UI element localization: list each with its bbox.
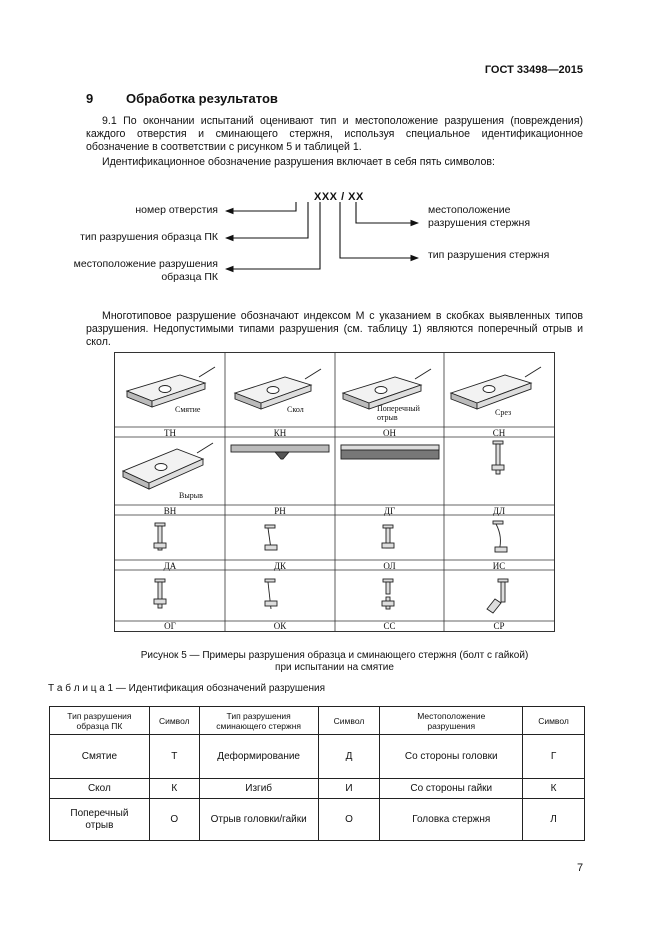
table-cell-text: Изгиб [245,782,273,794]
table-cell [199,799,318,841]
fig-label-cross-tear-1: Поперечный [377,404,420,413]
label-rod-location-1: местоположение [428,204,511,216]
page-number: 7 [577,862,584,874]
table-row [50,735,585,779]
fig-label-shear: Срез [495,408,512,417]
fig-code: ДА [163,561,177,571]
table-cell-text: Г [550,750,557,762]
table-cell [50,779,150,799]
table-header-text: Символ [158,715,190,726]
fig-code: СН [492,428,506,438]
scheme-code: XXX / XX [314,191,364,203]
table-cell [50,735,150,779]
table-header-text: Символ [333,715,365,726]
table-cell-text: Л [550,813,557,825]
fig-label-shear-out: Скол [287,405,304,414]
table-row [50,799,585,841]
section-title: Обработка результатов [126,91,278,106]
standard-number: ГОСТ 33498—2015 [484,64,583,76]
table-cell [149,799,199,841]
label-specimen-location-2: образца ПК [161,271,218,283]
table-caption: Т а б л и ц а 1 — Идентификация обозначений разрушения [48,683,326,694]
table-cell [199,735,318,779]
arrow-rod-location [356,202,418,223]
fig-label-pull-out: Вырыв [179,491,203,500]
fig-code: ДЛ [492,506,506,516]
label-hole-number: номер отверстия [135,204,218,216]
figure-caption [86,650,583,674]
arrow-rod-type [340,202,418,258]
table-cell-text: Со стороны головки [404,750,498,762]
fig-code: ОК [273,621,287,631]
table-cell [380,779,523,799]
fig-code: РН [274,506,286,516]
fig-code: ВН [163,506,177,516]
table-cell-text: О [345,813,353,825]
table-cell-text: Д [345,750,353,762]
table-cell-text: Поперечный [70,807,129,819]
table-header-cell [318,707,380,735]
section-number: 9 [86,91,94,106]
table-header-cell [149,707,199,735]
table-cell-text: К [171,782,178,794]
table-header-text: разрушения [427,720,476,731]
figure-caption-line-1: Рисунок 5 — Примеры разрушения образца и сминающего стержня (болт с гайкой) [140,650,529,661]
table-cell [523,799,585,841]
table-cell [318,799,380,841]
table-cell-text: Отрыв головки/гайки [210,813,307,825]
table-header-text: Тип разрушения [226,710,291,721]
table-cell-text: Деформирование [217,750,300,762]
fig-code: ОЛ [383,561,396,571]
label-rod-type: тип разрушения стержня [428,249,550,261]
table-cell [199,779,318,799]
table-cell [318,779,380,799]
label-specimen-type: тип разрушения образца ПК [80,231,218,243]
fig-code: СР [493,621,505,631]
table-cell-text: Со стороны гайки [410,782,493,794]
arrow-specimen-location [226,202,320,269]
table-cell-text: Смятие [81,750,118,762]
table-header-cell [50,707,150,735]
table-header-row [50,707,585,735]
fig-code: ОГ [164,621,176,631]
table-cell-text: отрыв [85,819,114,831]
table-body [50,735,585,841]
table-header-cell [380,707,523,735]
label-rod-location-2: разрушения стержня [428,217,531,229]
fig-label-bearing: Смятие [175,405,201,414]
table-cell [149,735,199,779]
fig-code: ДГ [383,506,396,516]
table-header-cell [523,707,585,735]
table-header-text: образца ПК [76,720,123,731]
table-cell-text: Т [171,750,178,762]
paragraph-five-symbols: Идентификационное обозначение разрушения включает в себя пять символов: [102,156,495,168]
table-cell-text: О [170,813,179,825]
table-header-text: сминающего стержня [216,720,302,731]
table-cell [380,735,523,779]
table-header-text: Тип разрушения [67,710,132,721]
table-cell [318,735,380,779]
paragraph-9-1: 9.1 По окончании испытаний оценивают тип и местоположение разрушения (повреждения) каждого отверстия и сминающего стержня, используя специальное идентификационное обозначение в соответствии с рисунком 5 и таблицей 1. [86,115,583,153]
table-row [50,779,585,799]
fig-code: СС [383,621,396,631]
label-specimen-location-1: местоположение разрушения [73,258,218,270]
table-header-text: Местоположение [417,710,486,721]
table-cell-text: Головка стержня [412,813,491,825]
arrow-hole-number [226,202,296,211]
table-cell [149,779,199,799]
fig-code: ТН [164,428,176,438]
table-cell [523,735,585,779]
table-cell-text: К [550,782,557,794]
table-cell [50,799,150,841]
table-cell-text: Скол [87,782,111,794]
table-cell [380,799,523,841]
table-cell [523,779,585,799]
table-cell-text: И [345,782,353,794]
fig-code: ИС [492,561,506,571]
figure-5 [114,352,555,632]
fig-code: ДК [273,561,287,571]
table-header-text: Символ [538,715,569,726]
fig-code: КН [273,428,287,438]
fig-label-cross-tear-2: отрыв [377,413,398,422]
figure-caption-line-2: при испытании на смятие [275,662,394,673]
failure-identification-table [49,706,585,841]
table-header-cell [199,707,318,735]
paragraph-multitype: Многотиповое разрушение обозначают индексом М с указанием в скобках выявленных типов разрушения. Недопустимыми типами разрушения (см. таблицу 1) являются поперечный отрыв и скол. [86,310,583,348]
fig-code: ОН [383,428,396,438]
